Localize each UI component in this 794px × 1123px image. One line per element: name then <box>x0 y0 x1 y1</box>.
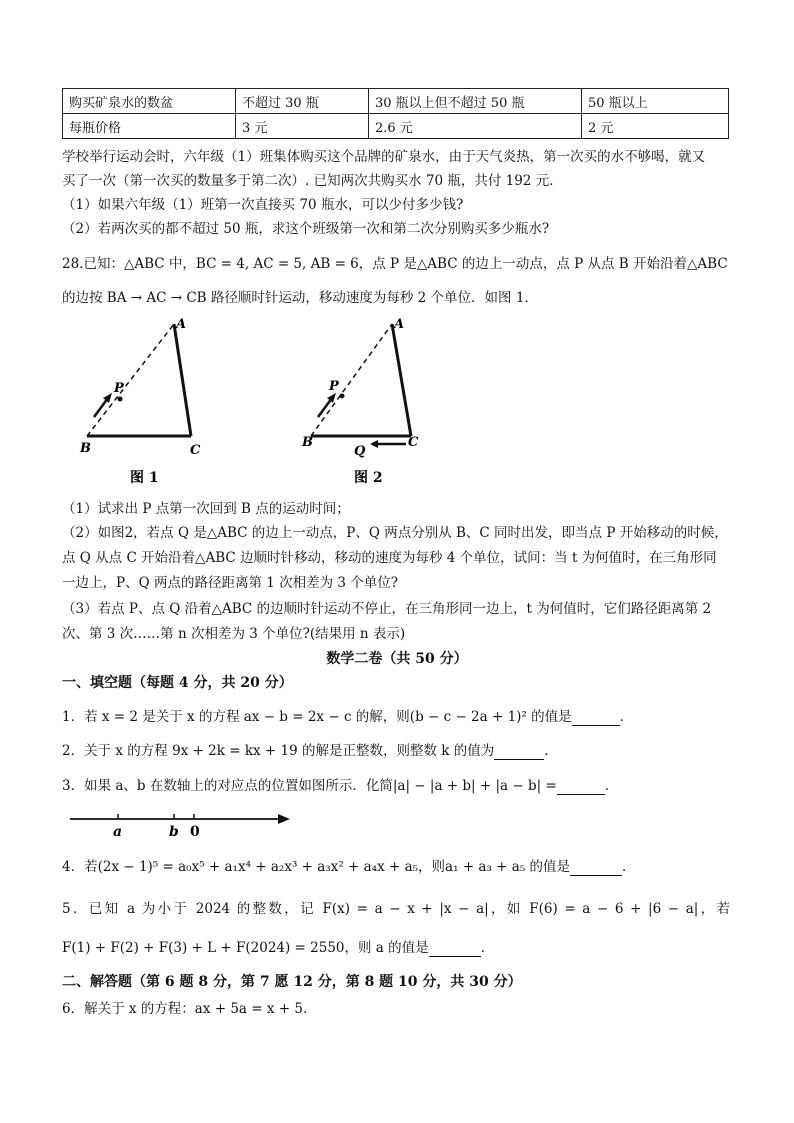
answer-blank <box>557 778 605 795</box>
q28-sub2-line3: 一边上，P、Q 两点的路径距离第 1 次相差为 3 个单位? <box>62 575 399 591</box>
question-4-text: 4．若(2x − 1)⁵ = a₀x⁵ + a₁x⁴ + a₂x³ + a₃x² + a₄x + a₅，则a₁ + a₃ + a₅ 的值是 <box>62 859 571 875</box>
answer-blank <box>494 743 544 760</box>
end-mark: ． <box>619 709 634 725</box>
table-row <box>63 114 729 139</box>
end-mark: ． <box>604 778 619 794</box>
q28-line1: 28.已知：△ABC 中，BC = 4, AC = 5, AB = 6，点 P 是△ABC 的边上一动点，点 P 从点 B 开始沿着△ABC <box>62 256 728 272</box>
end-mark: ． <box>544 743 558 759</box>
price-table <box>62 88 729 139</box>
label-b: B <box>302 435 313 450</box>
point-p <box>118 397 123 402</box>
table-cell: 购买矿泉水的数盆 <box>63 89 236 114</box>
motion-arrow-icon <box>94 398 108 417</box>
q28-sub3-line2: 次、第 3 次……第 n 次相差为 3 个单位?(结果用 n 表示) <box>62 626 406 642</box>
label-c: C <box>190 443 201 458</box>
axis-arrow-icon <box>278 814 290 824</box>
q27-sub1: （1）如果六年级（1）班第一次直接买 70 瓶水，可以少付多少钱? <box>62 197 464 213</box>
arrow-head-icon <box>370 440 378 448</box>
table-cell: 30 瓶以上但不超过 50 瓶 <box>369 89 582 114</box>
question-3-text: 3．如果 a、b 在数轴上的对应点的位置如图所示．化简|a| − |a + b| + |a − b| = <box>62 778 557 794</box>
side-ba <box>87 324 174 436</box>
label-a: A <box>394 317 405 332</box>
question-1-text: 1．若 x = 2 是关于 x 的方程 ax − b = 2x − c 的解，则(b − c − 2a + 1)² 的值是 <box>62 709 572 725</box>
q28-sub1: （1）试求出 P 点第一次回到 B 点的运动时间； <box>62 501 350 517</box>
label-p: P <box>114 381 124 396</box>
question-2-text: 2．关于 x 的方程 9x + 2k = kx + 19 的解是正整数，则整数 k 的值为 <box>62 743 495 759</box>
table-cell: 2 元 <box>582 114 729 139</box>
side-ac <box>174 324 191 436</box>
fig1-caption: 图 1 <box>130 470 159 486</box>
question-5-line2 <box>62 936 494 957</box>
question-1 <box>62 705 633 726</box>
question-4 <box>62 855 636 876</box>
q28-sub2-line2: 点 Q 从点 C 开始沿着△ABC 边顺时针移动，移动的速度为每秒 4 个单位，试问：当 t 为何值时，在三角形同 <box>62 550 717 566</box>
label-a: a <box>113 824 123 840</box>
question-6: 6．解关于 x 的方程：ax + 5a = x + 5． <box>62 1001 317 1017</box>
table-cell: 每瓶价格 <box>63 114 236 139</box>
table-row <box>63 89 729 114</box>
table-cell: 50 瓶以上 <box>582 89 729 114</box>
question-2 <box>62 739 558 760</box>
q27-intro-line1: 学校举行运动会时，六年级（1）班集体购买这个品牌的矿泉水，由于天气炎热，第一次买的水不够喝，就又 <box>62 149 706 165</box>
end-mark: ． <box>480 940 495 956</box>
q28-sub2-line1: （2）如图2，若点 Q 是△ABC 的边上一动点，P、Q 两点分别从 B、C 同时出发，即当点 P 开始移动的时候， <box>62 525 728 541</box>
q28-line2: 的边按 BA → AC → CB 路径顺时针运动，移动速度为每秒 2 个单位．如图 1． <box>62 290 538 306</box>
table-cell: 3 元 <box>236 114 369 139</box>
label-b: b <box>169 824 179 840</box>
label-b: B <box>80 441 91 456</box>
figure-1 <box>70 312 220 492</box>
fig2-caption: 图 2 <box>354 470 383 486</box>
end-mark: ． <box>622 859 636 875</box>
question-5-text: F(1) + F(2) + F(3) + L + F(2024) = 2550，则 a 的值是 <box>62 940 429 956</box>
table-cell: 2.6 元 <box>369 114 582 139</box>
q27-sub2: （2）若两次买的都不超过 50 瓶，求这个班级第一次和第二次分别购买多少瓶水? <box>62 221 550 237</box>
q27-intro-line2: 买了一次（第一次买的数量多于第二次）. 已知两次共购买水 70 瓶，共付 192 元． <box>62 173 563 189</box>
figure-2 <box>298 312 448 492</box>
answer-blank <box>572 709 620 726</box>
label-p: P <box>329 379 339 394</box>
section2-title: 二、解答题（第 6 题 8 分，第 7 愿 12 分，第 8 题 10 分，共 30 分） <box>62 974 522 990</box>
section1-title: 一、填空题（每题 4 分，共 20 分） <box>62 675 293 691</box>
question-5-line1: 5．已知 a 为小于 2024 的整数，记 F(x) = a − x + |x − a|，如 F(6) = a − 6 + |6 − a|，若 <box>62 901 730 917</box>
label-q: Q <box>354 444 366 459</box>
question-3 <box>62 774 618 795</box>
answer-blank <box>570 859 622 876</box>
answer-blank <box>429 940 481 957</box>
volume-title: 数学二卷（共 50 分） <box>326 651 468 667</box>
q28-sub3-line1: （3）若点 P、点 Q 沿着△ABC 的边顺时针运动不停止，在三角形同一边上，t 为何值时，它们路径距离第 2 <box>62 601 712 617</box>
label-zero: 0 <box>190 824 200 840</box>
label-c: C <box>408 435 419 450</box>
motion-arrow-icon <box>318 398 332 417</box>
number-line <box>66 805 296 841</box>
point-p <box>340 394 345 399</box>
label-a: A <box>176 317 187 332</box>
side-ac <box>392 324 411 436</box>
table-cell: 不超过 30 瓶 <box>236 89 369 114</box>
side-ba <box>311 324 392 436</box>
